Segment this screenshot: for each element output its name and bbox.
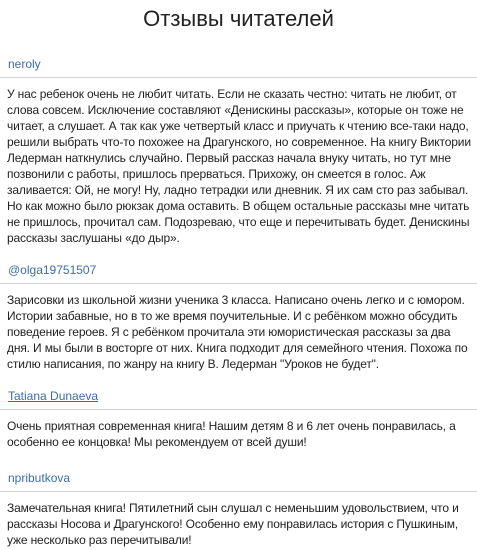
review-header — [0, 464, 477, 492]
review-card — [0, 464, 477, 548]
review-text: Очень приятная современная книга! Нашим детям 8 и 6 лет очень понравилась, а особенно ее концовка! Мы рекомендуем от всей души! — [7, 419, 456, 449]
review-header — [0, 382, 477, 410]
author-link[interactable]: neroly — [8, 56, 41, 71]
review-header — [0, 256, 477, 284]
review-card — [0, 382, 477, 450]
review-text: Зарисовки из школьной жизни ученика 3 класса. Написано очень легко и с юмором. Истории забавные, но в то же время поучительные. И с ребёнком можно обсудить поведение героев. Я с ребёнком прочитала эти юмористическая рассказы за два дня. И мы были в восторге от них. Книга подходит для семейного чтения. Похожа по стилю написания, по жанру на книгу В. Ледерман "Уроков не будет". — [7, 293, 468, 371]
review-card — [0, 50, 477, 246]
review-text: Замечательная книга! Пятилетний сын слушал с неменьшим удовольствием, что и рассказы Носова и Драгунского! Особенно ему понравилась история с Пушкиным, уже несколько раз перечитывали! — [7, 501, 459, 547]
author-link[interactable]: Tatiana Dunaeva — [8, 388, 99, 403]
author-link[interactable]: @olga19751507 — [8, 262, 97, 277]
review-card — [0, 256, 477, 372]
page-title: Отзывы читателей — [143, 6, 334, 31]
review-header — [0, 50, 477, 78]
author-link[interactable]: npributkova — [8, 470, 71, 485]
review-text: У нас ребенок очень не любит читать. Если не сказать честно: читать не любит, от слова совсем. Исключение составляют «Денискины рассказы», которые он тоже не читает, а слушает. А так как уже четвертый класс и приучать к чтению все-таки надо, решили выбрать что-то похожее на Драгунского, но современное. На книгу Виктории Ледерман наткнулись случайно. Первый рассказ начала внуку читать, но тут мне позвонили с работы, пришлось прерваться. Прихожу, он смеется в голос. Аж заливается: Ой, не могу! Ну, ладно тетрадки или дневник. Я их сам сто раз забывал. Но как можно было рюкзак дома оставить. В общем остальные рассказы мне читать не пришлось, прочитал сам. Подозреваю, что еще и перечитывать будет. Денискины рассказы заслушаны «до дыр». — [7, 87, 471, 245]
